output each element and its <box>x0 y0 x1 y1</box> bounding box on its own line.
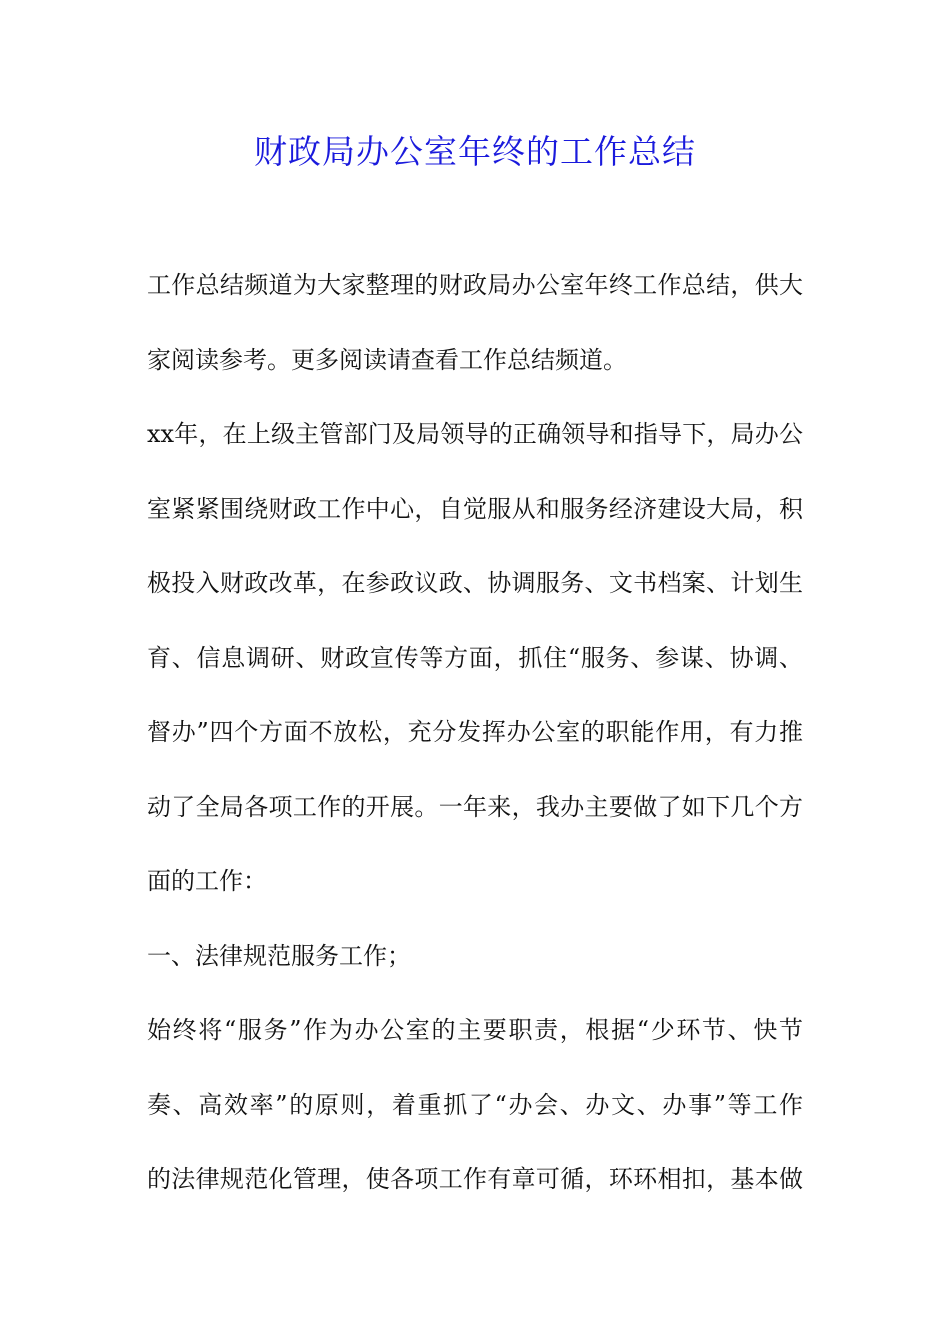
text-line: 家阅读参考。更多阅读请查看工作总结频道。 <box>147 345 627 374</box>
document-title: 财政局办公室年终的工作总结 <box>254 132 696 171</box>
text-line: 督办”四个方面不放松，充分发挥办公室的职能作用，有力推 <box>147 718 803 746</box>
text-line: 室紧紧围绕财政工作中心，自觉服从和服务经济建设大局，积 <box>147 494 803 523</box>
text-line: 极投入财政改革，在参政议政、协调服务、文书档案、计划生 <box>147 569 803 597</box>
text-line: 的法律规范化管理，使各项工作有章可循，环环相扣，基本做 <box>147 1165 803 1193</box>
text-line: 始终将“服务”作为办公室的主要职责，根据“少环节、快节 <box>147 1016 803 1044</box>
text-line: 动了全局各项工作的开展。一年来，我办主要做了如下几个方 <box>147 792 803 821</box>
text-line: 一、法律规范服务工作； <box>147 941 411 970</box>
text-line: 奏、高效率”的原则，着重抓了“办会、办文、办事”等工作 <box>147 1090 803 1119</box>
text-line: 面的工作： <box>147 867 267 895</box>
document-body <box>147 258 803 1227</box>
text-line: xx年，在上级主管部门及局领导的正确领导和指导下，局办公 <box>147 420 803 448</box>
text-line: 工作总结频道为大家整理的财政局办公室年终工作总结，供大 <box>147 271 803 299</box>
text-line: 育、信息调研、财政宣传等方面，抓住“服务、参谋、协调、 <box>147 643 803 672</box>
